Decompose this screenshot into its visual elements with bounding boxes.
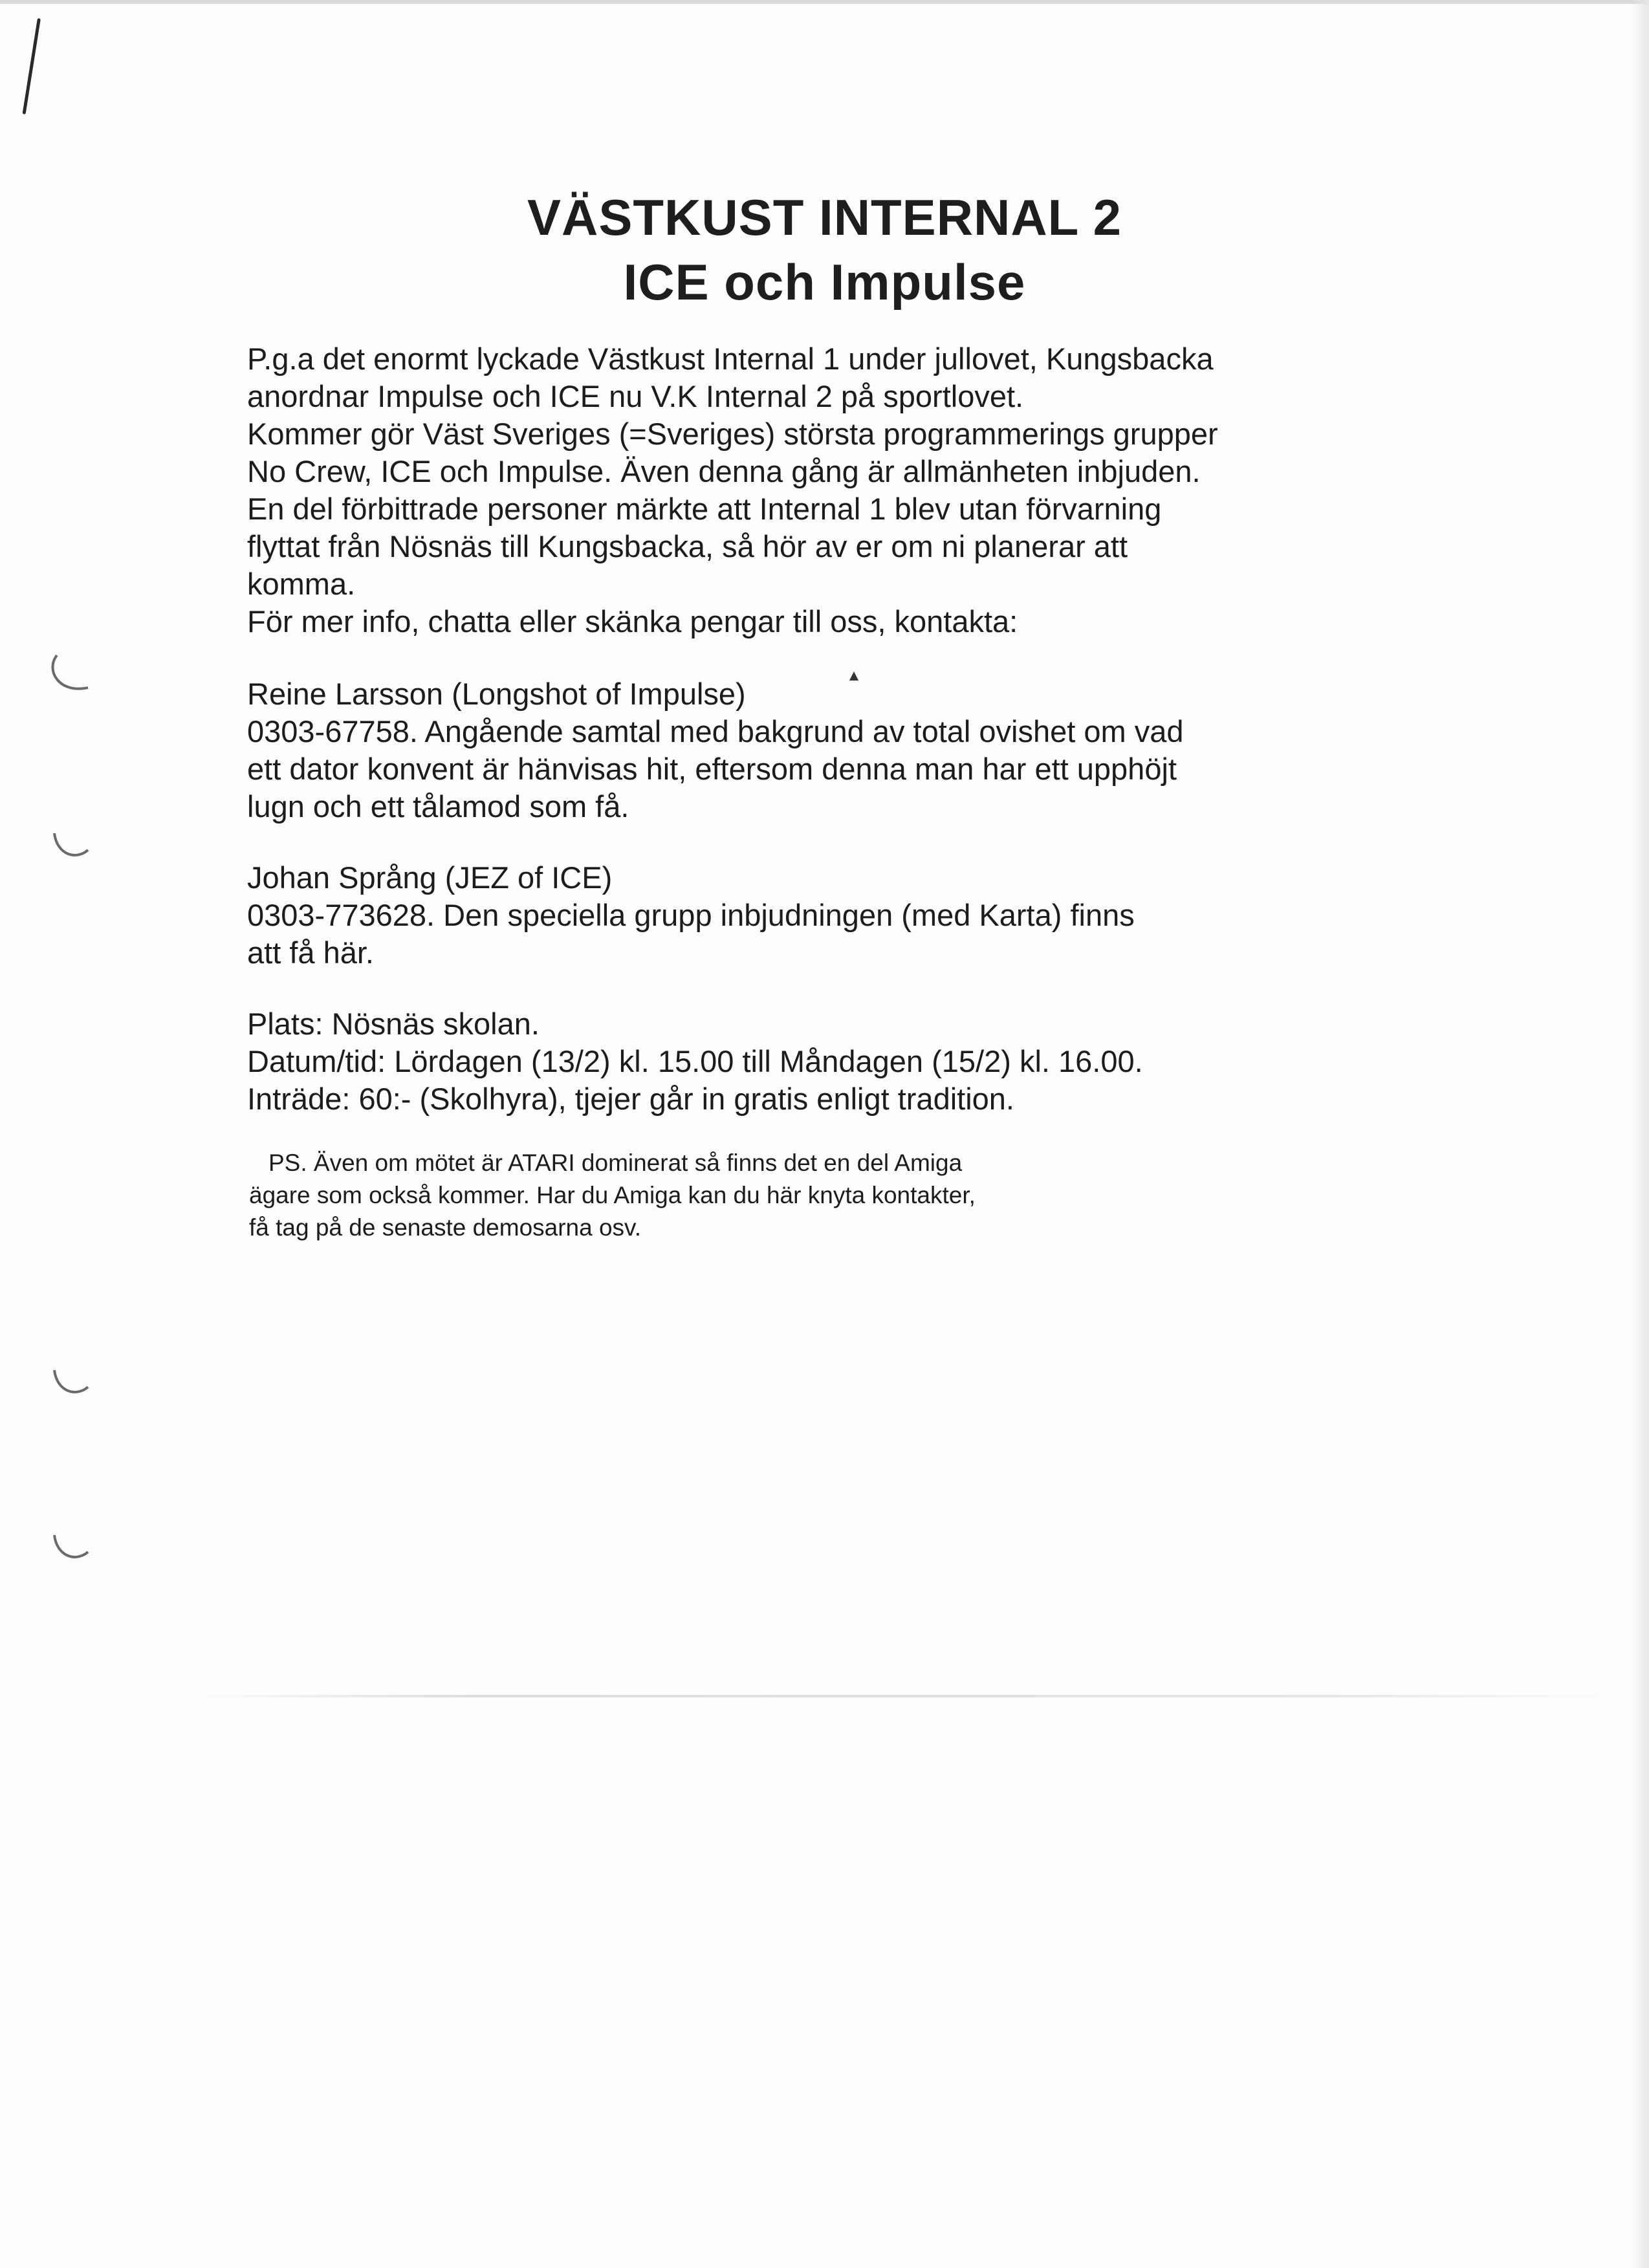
text-line: lugn och ett tålamod som få. bbox=[247, 789, 629, 823]
contact-name: Johan Språng (JEZ of ICE) bbox=[247, 860, 613, 895]
scan-right-shadow bbox=[1631, 0, 1649, 2268]
contact-reine bbox=[247, 675, 1593, 825]
document-subtitle: ICE och Impulse bbox=[623, 254, 1026, 311]
scan-top-edge bbox=[0, 0, 1649, 4]
text-line: anordnar Impulse och ICE nu V.K Internal 2 på sportlovet. bbox=[247, 379, 1024, 413]
paper-fold-line bbox=[194, 1695, 1617, 1697]
punch-hole-mark bbox=[45, 1358, 92, 1405]
intro-paragraph bbox=[247, 340, 1593, 640]
event-admission: Inträde: 60:- (Skolhyra), tjejer går in gratis enligt tradition. bbox=[247, 1082, 1014, 1116]
document-title: VÄSTKUST INTERNAL 2 bbox=[527, 189, 1122, 246]
contact-johan bbox=[247, 859, 1593, 972]
text-line: få tag på de senaste demosarna osv. bbox=[249, 1214, 642, 1241]
text-line: För mer info, chatta eller skänka pengar till oss, kontakta: bbox=[247, 604, 1018, 638]
text-line: 0303-773628. Den speciella grupp inbjudningen (med Karta) finns bbox=[247, 898, 1135, 932]
punch-hole-mark bbox=[45, 650, 92, 697]
text-line: En del förbittrade personer märkte att Internal 1 blev utan förvarning bbox=[247, 492, 1162, 526]
event-location: Plats: Nösnäs skolan. bbox=[247, 1007, 540, 1041]
event-datetime: Datum/tid: Lördagen (13/2) kl. 15.00 till Måndagen (15/2) kl. 16.00. bbox=[247, 1044, 1143, 1078]
punch-hole-mark bbox=[45, 1523, 92, 1570]
text-line: 0303-67758. Angående samtal med bakgrund av total ovishet om vad bbox=[247, 714, 1184, 748]
text-line: P.g.a det enormt lyckade Västkust Internal 1 under jullovet, Kungsbacka bbox=[247, 342, 1214, 376]
punch-hole-mark bbox=[45, 822, 92, 868]
text-line: ägare som också kommer. Har du Amiga kan du här knyta kontakter, bbox=[249, 1182, 976, 1208]
event-details bbox=[247, 1005, 1593, 1118]
postscript bbox=[249, 1147, 1414, 1244]
text-line: att få här. bbox=[247, 935, 374, 970]
text-line: No Crew, ICE och Impulse. Även denna gång är allmänheten inbjuden. bbox=[247, 454, 1201, 488]
text-line: PS. Även om mötet är ATARI dominerat så finns det en del Amiga bbox=[268, 1150, 963, 1176]
contact-name: Reine Larsson (Longshot of Impulse) bbox=[247, 677, 746, 711]
text-line: ett dator konvent är hänvisas hit, eftersom denna man har ett upphöjt bbox=[247, 752, 1177, 786]
text-line: flyttat från Nösnäs till Kungsbacka, så hör av er om ni planerar att bbox=[247, 529, 1128, 563]
text-line: komma. bbox=[247, 567, 356, 601]
text-line: Kommer gör Väst Sveriges (=Sveriges) största programmerings grupper bbox=[247, 417, 1218, 451]
